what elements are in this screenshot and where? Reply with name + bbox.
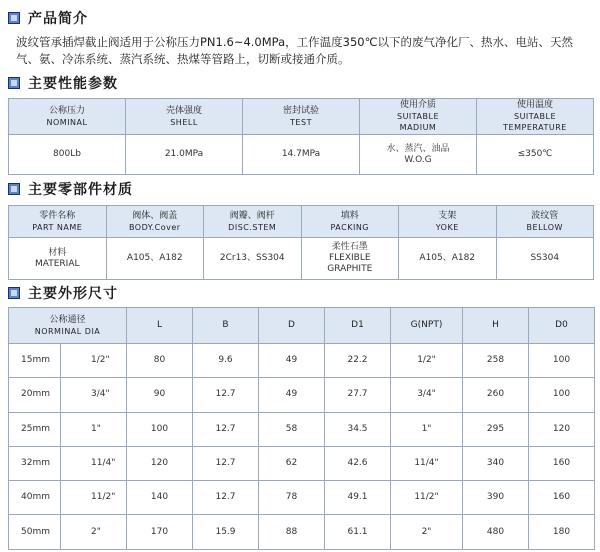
cell-dn-mm: 20mm (9, 378, 61, 412)
cell-value: 340 (463, 446, 529, 480)
table-header-row (9, 308, 595, 344)
table-row (9, 446, 595, 480)
intro-text: 波纹管承插焊截止阀适用于公称压力PN1.6~4.0MPa，工作温度350℃以下的废气净化厂、热水、电站、天然气、氨、冷冻系统、蒸汽系统、热煤等管路上，切断或接通介质。 (16, 35, 573, 66)
cell-value: 61.1 (325, 515, 391, 549)
header-col: D0 (529, 308, 595, 344)
header-packing: 填料 PACKING (301, 206, 399, 238)
dimensions-body (9, 344, 595, 550)
header-bellow: 波纹管 BELLOW (496, 206, 594, 238)
cell-value: 49.1 (325, 481, 391, 515)
cell-disc-stem: 2Cr13、SS304 (204, 238, 302, 280)
header-col: B (193, 308, 259, 344)
section-title: 产品简介 (28, 11, 88, 27)
cell-value: 258 (463, 344, 529, 378)
table-row (9, 344, 595, 378)
header-col: L (127, 308, 193, 344)
header-nominal-dia: 公称通径 NORMINAL DIA (9, 308, 127, 344)
cell-dn-inch: 1" (61, 412, 127, 446)
cell-material-label: 材料 MATERIAL (9, 238, 107, 280)
header-temperature: 使用温度 SUITABLE TEMPERATURE (477, 99, 594, 135)
cell-value: 80 (127, 344, 193, 378)
cell-value: 120 (127, 446, 193, 480)
cell-value: 1" (391, 412, 463, 446)
cell-value: 12.7 (193, 481, 259, 515)
cell-yoke: A105、A182 (399, 238, 497, 280)
table-header-row (9, 206, 594, 238)
table-row (9, 515, 595, 549)
cell-value: 90 (127, 378, 193, 412)
table-header-row (9, 99, 594, 135)
section-title: 主要外形尺寸 (28, 286, 118, 302)
cell-value: 480 (463, 515, 529, 549)
cell-value: 15.9 (193, 515, 259, 549)
header-yoke: 支架 YOKE (399, 206, 497, 238)
cell-value: 62 (259, 446, 325, 480)
cell-value: 390 (463, 481, 529, 515)
table-row (9, 135, 594, 175)
cell-temperature: ≤350℃ (477, 135, 594, 175)
cell-body-cover: A105、A182 (106, 238, 204, 280)
cell-dn-inch: 11/4" (61, 446, 127, 480)
cell-value: 22.2 (325, 344, 391, 378)
cell-value: 100 (127, 412, 193, 446)
cell-value: 12.7 (193, 378, 259, 412)
header-shell: 壳体强度 SHELL (126, 99, 243, 135)
section-intro-heading (8, 8, 88, 28)
cell-value: 160 (529, 446, 595, 480)
cell-value: 9.6 (193, 344, 259, 378)
cell-value: 3/4" (391, 378, 463, 412)
cell-value: 49 (259, 378, 325, 412)
header-col: H (463, 308, 529, 344)
cell-value: 34.5 (325, 412, 391, 446)
cell-value: 1/2" (391, 344, 463, 378)
cell-dn-mm: 32mm (9, 446, 61, 480)
header-part-name: 零件名称 PART NAME (9, 206, 107, 238)
cell-value: 260 (463, 378, 529, 412)
performance-table (8, 98, 594, 175)
cell-value: 2" (391, 515, 463, 549)
section-bullet-icon (8, 77, 20, 89)
cell-dn-mm: 25mm (9, 412, 61, 446)
cell-value: 100 (529, 344, 595, 378)
cell-value: 58 (259, 412, 325, 446)
table-row (9, 412, 595, 446)
cell-value: 160 (529, 481, 595, 515)
header-body-cover: 阀体、阀盖 BODY.Cover (106, 206, 204, 238)
cell-shell: 21.0MPa (126, 135, 243, 175)
table-row (9, 481, 595, 515)
header-col: D1 (325, 308, 391, 344)
section-title: 主要零部件材质 (28, 182, 133, 198)
cell-dn-inch: 3/4" (61, 378, 127, 412)
cell-dn-mm: 50mm (9, 515, 61, 549)
cell-dn-inch: 1/2" (61, 344, 127, 378)
cell-medium: 水、蒸汽、油品 W.O.G (360, 135, 477, 175)
cell-value: 11/2" (391, 481, 463, 515)
cell-nominal: 800Lb (9, 135, 126, 175)
cell-value: 11/4" (391, 446, 463, 480)
cell-value: 78 (259, 481, 325, 515)
cell-value: 49 (259, 344, 325, 378)
cell-value: 180 (529, 515, 595, 549)
cell-value: 100 (529, 378, 595, 412)
table-row (9, 378, 595, 412)
cell-dn-inch: 11/2" (61, 481, 127, 515)
section-title: 主要性能参数 (28, 76, 118, 92)
materials-table (8, 205, 594, 280)
header-medium: 使用介质 SUITABLE MADIUM (360, 99, 477, 135)
section-dimensions-heading (8, 283, 118, 303)
table-row (9, 238, 594, 280)
cell-test: 14.7MPa (243, 135, 360, 175)
cell-value: 12.7 (193, 446, 259, 480)
header-test: 密封试验 TEST (243, 99, 360, 135)
header-col: G(NPT) (391, 308, 463, 344)
cell-value: 295 (463, 412, 529, 446)
cell-dn-mm: 40mm (9, 481, 61, 515)
cell-value: 12.7 (193, 412, 259, 446)
cell-packing: 柔性石墨 FLEXIBLE GRAPHITE (301, 238, 399, 280)
header-disc-stem: 阀瓣、阀杆 DISC.STEM (204, 206, 302, 238)
cell-value: 27.7 (325, 378, 391, 412)
section-materials-heading (8, 179, 133, 199)
cell-value: 170 (127, 515, 193, 549)
section-bullet-icon (8, 12, 20, 24)
header-nominal: 公称压力 NOMINAL (9, 99, 126, 135)
section-performance-heading (8, 73, 118, 93)
cell-dn-mm: 15mm (9, 344, 61, 378)
dimensions-table (8, 307, 595, 550)
cell-bellow: SS304 (496, 238, 594, 280)
section-bullet-icon (8, 183, 20, 195)
cell-value: 42.6 (325, 446, 391, 480)
cell-value: 140 (127, 481, 193, 515)
section-bullet-icon (8, 287, 20, 299)
cell-dn-inch: 2" (61, 515, 127, 549)
cell-value: 120 (529, 412, 595, 446)
cell-value: 88 (259, 515, 325, 549)
header-col: D (259, 308, 325, 344)
